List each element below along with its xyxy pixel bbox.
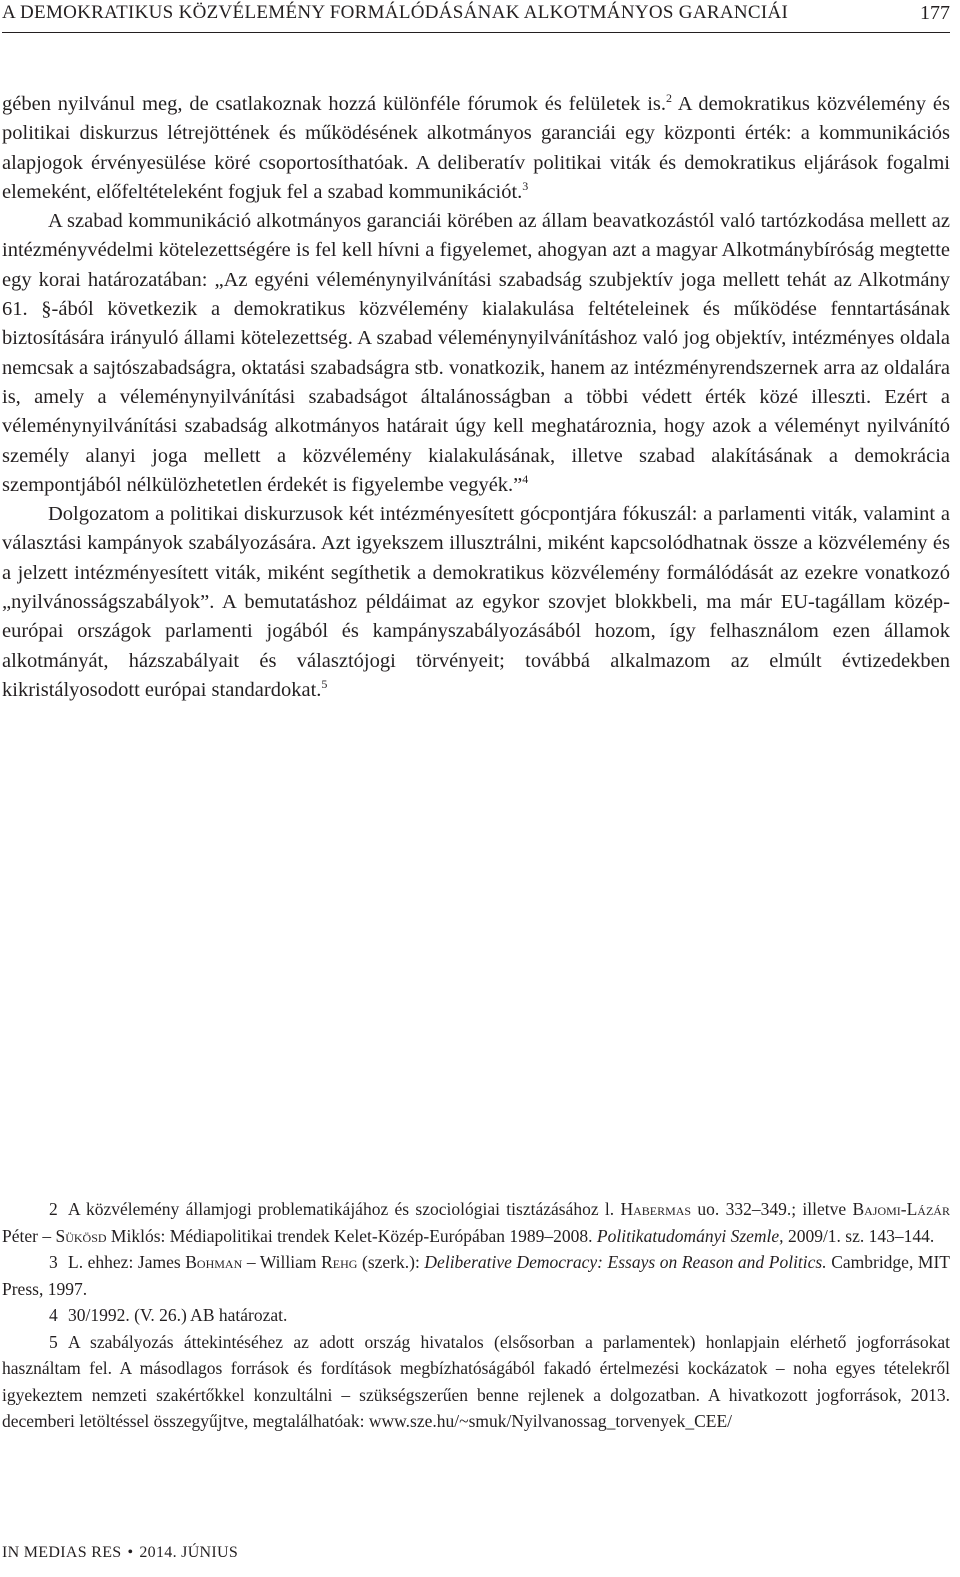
page-number: 177 xyxy=(920,2,950,24)
footnote-5: 5 A szabályozás áttekintéséhez az adott ország hivatalos (elsősorban a parlamentek) honlapjain elérhető jogforrásokat használtam fel. A másodlagos források és fordítások megbízhatóságából fakadó értelmezési kockázatok – noha egyes tételekről igyekeztem nemzeti szakértőkkel konzultálni – szükségszerűen benne rejlenek a dolgozatban. A hivatkozott jogforrások, 2013. decemberi letöltéssel összegyűjtve, megtalálhatóak: www.sze.hu/~smuk/Nyilvanossag_torvenyek_CEE/ xyxy=(2,1331,950,1431)
footnote-ref-3[interactable]: 3 xyxy=(522,179,529,194)
paragraph-3-text: Dolgozatom a politikai diskurzusok két intézményesített gócpontjára fókuszál: a parlamenti viták, valamint a választási kampányok szabályozására. Azt igyekszem illusztrálni, miként kapcsolódhatnak össze a közvélemény és a jelzett intézményesített viták, miként segíthetik a demokratikus közvélemény formálódását az ezekre vonatkozó „nyilvánosságszabályok”. A bemutatáshoz példáimat az egykor szovjet blokkbeli, ma már EU-tagállam közép-európai országok parlamenti jogából és kampányszabályozásából hozom, így felhasználom ezen államok alkotmányát, házszabályait és választójogi törvényeit; továbbá alkalmazom az elmúlt évtizedekben kikristályosodott európai standardokat. xyxy=(2,503,950,701)
footnote-4: 4 30/1992. (V. 26.) AB határozat. xyxy=(49,1305,288,1325)
running-footer xyxy=(2,1544,238,1562)
footnote-ref-2[interactable]: 2 xyxy=(666,91,673,106)
footnote-text: A közvélemény államjogi problematikájához és szociológiai tisztázásához l. xyxy=(68,1199,621,1219)
paragraph-1-text-b: A demokratikus közvélemény és politikai diskurzus létrejöttének és működésének alkotmányos garanciái egy központi érték: a kommunikációs alapjogok érvényesülése köré csoportosíthatóak. A deliberatív politikai viták és demokratikus eljárások fogalmi elemeként, előfeltételeként fogjuk fel a szabad kommunikációt. xyxy=(2,93,950,203)
footnotes xyxy=(2,1196,950,1435)
author-name: Rehg xyxy=(321,1252,358,1272)
footnote-text: A szabályozás áttekintéséhez az adott ország hivatalos (elsősorban a parlamentek) honlapjain elérhető jogforrásokat használtam fel. A másodlagos források és fordítások megbízhatóságából fakadó értelmezési kockázatok – noha egyes tételekről igyekeztem nemzeti szakértőkkel konzultálni – szükségszerűen benne rejlenek a dolgozatban. A hivatkozott jogforrások, 2013. decemberi letöltéssel összegyűjtve, megtalálhatóak: www.sze.hu/~smuk/Nyilvanossag_torvenyek_CEE/ xyxy=(2,1331,950,1431)
footnote-text: 30/1992. (V. 26.) AB határozat. xyxy=(68,1305,288,1325)
footnote-text: Péter – xyxy=(2,1225,56,1246)
book-title: Deliberative Democracy: Essays on Reason and Politics. xyxy=(424,1252,827,1272)
footnote-text: L. ehhez: James xyxy=(68,1252,186,1272)
paragraph-1-text-a: gében nyilvánul meg, de csatlakoznak hozzá különféle fórumok és felületek is. xyxy=(2,93,667,115)
paragraph-1 xyxy=(2,90,950,207)
journal-name: IN MEDIAS RES xyxy=(2,1544,122,1561)
footnote-text: 2009/1. sz. 143–144. xyxy=(783,1225,935,1246)
author-name: Habermas xyxy=(620,1199,692,1219)
paragraph-3 xyxy=(2,500,950,705)
issue-date: 2014. JÚNIUS xyxy=(139,1544,239,1561)
footnote-ref-5[interactable]: 5 xyxy=(321,677,328,692)
running-header-title: A DEMOKRATIKUS KÖZVÉLEMÉNY FORMÁLÓDÁSÁNAK ALKOTMÁNYOS GARANCIÁI xyxy=(2,2,789,23)
footnote-text: Miklós: Médiapolitikai trendek Kelet-Közép-Európában 1989–2008. xyxy=(106,1225,597,1246)
author-name: Sükösd xyxy=(55,1225,107,1246)
footnote-ref-4[interactable]: 4 xyxy=(522,472,529,487)
footnote-text: Cambridge, MIT Press, 1997. xyxy=(2,1252,950,1299)
author-name: Bajomi-Lázár xyxy=(852,1199,950,1219)
footnote-2: 2 A közvélemény államjogi problematikájához és szociológiai tisztázásához l. Habermas uo. 332–349.; illetve Bajomi-Lázár Péter – Sükösd Miklós: Médiapolitikai trendek Kelet-Közép-Európában 1989–2008. Politikatudományi Szemle, 2009/1. sz. 143–144. xyxy=(2,1199,950,1246)
main-text xyxy=(2,90,950,705)
journal-title: Politikatudományi Szemle, xyxy=(596,1225,784,1246)
bullet-separator: • xyxy=(127,1544,134,1561)
footnote-3: 3 L. ehhez: James Bohman – William Rehg (szerk.): Deliberative Democracy: Essays on Reason and Politics. Cambridge, MIT Press, 1997. xyxy=(2,1252,950,1299)
footnote-text: (szerk.): xyxy=(357,1252,425,1272)
paragraph-2 xyxy=(2,207,950,500)
footnote-text: – William xyxy=(242,1252,322,1272)
footnote-text: uo. 332–349.; illetve xyxy=(691,1199,853,1219)
author-name: Bohman xyxy=(185,1252,243,1272)
paragraph-2-text: A szabad kommunikáció alkotmányos garanciái körében az állam beavatkozástól való tartózkodása mellett az intézményvédelmi kötelezettségére is fel kell hívni a figyelemet, ahogyan azt a magyar Alkotmánybíróság megtette egy korai határozatában: „Az egyéni véleménynyilvánítási szabadság szubjektív joga mellett tehát az Alkotmány 61. §-ából következik a demokratikus közvélemény kialakulása feltételeinek és működése fenntartásának biztosítására irányuló állami kötelezettség. A szabad véleménynyilvánításhoz való jog objektív, intézményes oldala nemcsak a sajtószabadságra, oktatási szabadságra stb. vonatkozik, hanem az intézményrendszernek arra az oldalára is, amely a véleménynyilvánítási szabadságot általánosságban a többi védett érték közé illeszti. Ezért a véleménynyilvánítási szabadság alkotmányos határait úgy kell meghatároznia, hogy azok a véleményt nyilvánító személy alanyi joga mellett a közvélemény kialakulásának, illetve szabad alakításának a demokrácia szempontjából nélkülözhetetlen érdekét is figyelembe vegyék.” xyxy=(2,210,950,496)
running-header xyxy=(2,0,950,33)
